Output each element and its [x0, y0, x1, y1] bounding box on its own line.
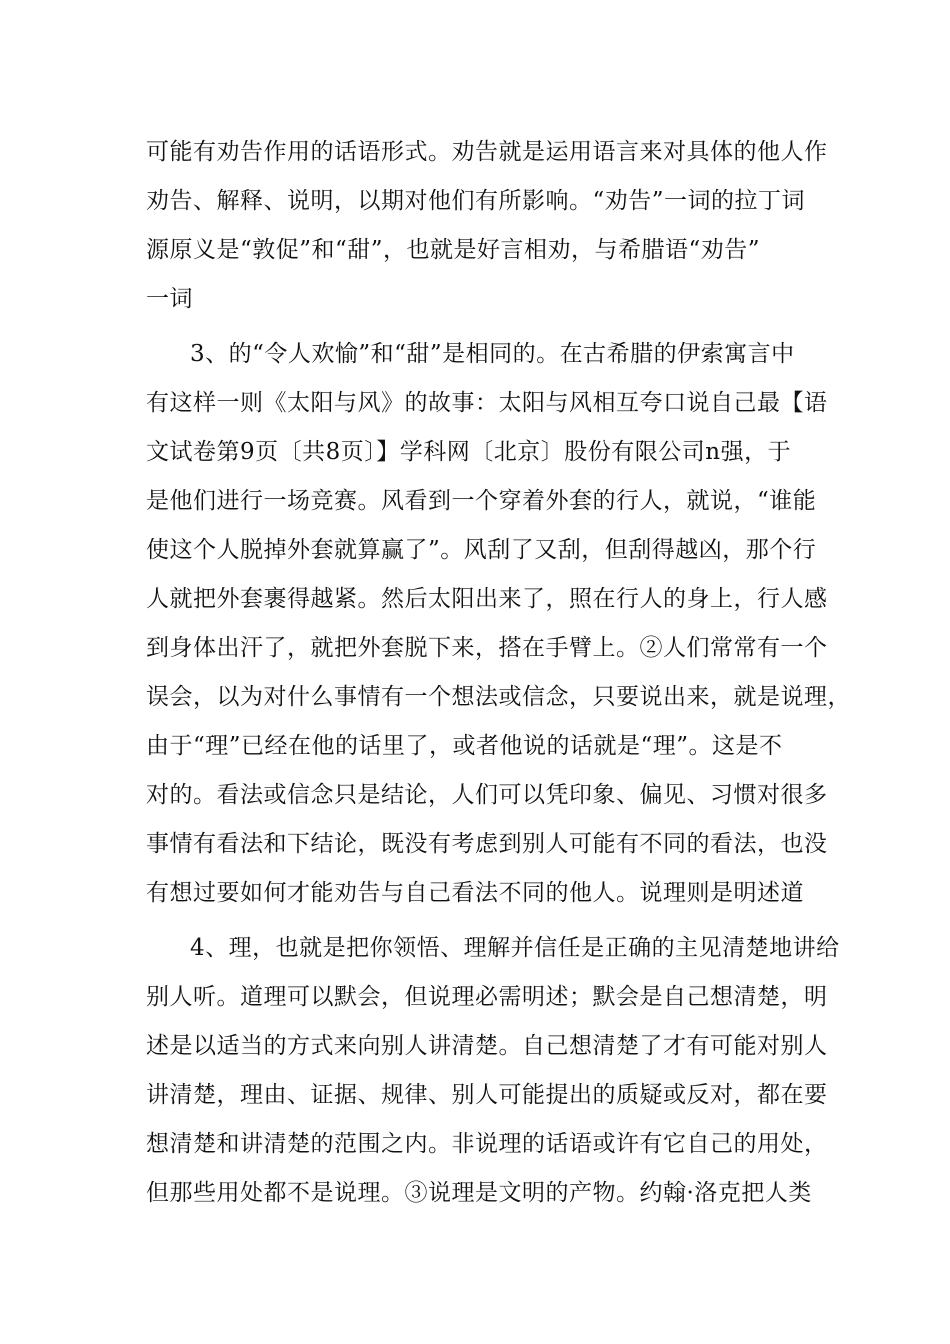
- text-line: 是他们进行一场竞赛。风看到一个穿着外套的行人，就说，“谁能: [146, 488, 817, 514]
- text-line: 可能有劝告作用的话语形式。劝告就是运用语言来对具体的他人作: [146, 139, 828, 165]
- text-line: 对的。看法或信念只是结论，人们可以凭印象、偏见、习惯对很多: [146, 782, 828, 808]
- text-line: 3、的“令人欢愉”和“甜”是相同的。在古希腊的伊索寓言中: [190, 341, 795, 367]
- text-line: 但那些用处都不是说理。③说理是文明的产物。约翰·洛克把人类: [146, 1180, 812, 1206]
- text-line: 人就把外套裹得越紧。然后太阳出来了，照在行人的身上，行人感: [146, 586, 828, 612]
- text-line: 到身体出汗了，就把外套脱下来，搭在手臂上。②人们常常有一个: [146, 635, 828, 661]
- text-line: 一词: [146, 286, 193, 312]
- text-line: 想清楚和讲清楚的范围之内。非说理的话语或许有它自己的用处，: [146, 1131, 828, 1157]
- text-line: 别人听。道理可以默会，但说理必需明述；默会是自己想清楚，明: [146, 984, 828, 1010]
- text-line: 述是以适当的方式来向别人讲清楚。自己想清楚了才有可能对别人: [146, 1033, 828, 1059]
- text-line: 事情有看法和下结论，既没有考虑到别人可能有不同的看法，也没: [146, 831, 828, 857]
- text-line: 有想过要如何才能劝告与自己看法不同的他人。说理则是明述道: [146, 880, 804, 906]
- text-line: 误会，以为对什么事情有一个想法或信念，只要说出来，就是说理，: [146, 684, 851, 710]
- text-line: 文试卷第9页〔共8页〕】学科网〔北京〕股份有限公司n强，于: [146, 439, 792, 465]
- text-line: 讲清楚，理由、证据、规律、别人可能提出的质疑或反对，都在要: [146, 1082, 828, 1108]
- text-line: 有这样一则《太阳与风》的故事：太阳与风相互夸口说自己最【语: [146, 390, 828, 416]
- text-line: 由于“理”已经在他的话里了，或者他说的话就是“理”。这是不: [146, 733, 783, 759]
- text-line: 源原义是“敦促”和“甜”，也就是好言相劝，与希腊语“劝告”: [146, 237, 761, 263]
- text-line: 4、理，也就是把你领悟、理解并信任是正确的主见清楚地讲给: [190, 935, 840, 961]
- text-line: 使这个人脱掉外套就算赢了”。风刮了又刮，但刮得越凶，那个行: [146, 537, 817, 563]
- text-line: 劝告、解释、说明，以期对他们有所影响。“劝告”一词的拉丁词: [146, 188, 806, 214]
